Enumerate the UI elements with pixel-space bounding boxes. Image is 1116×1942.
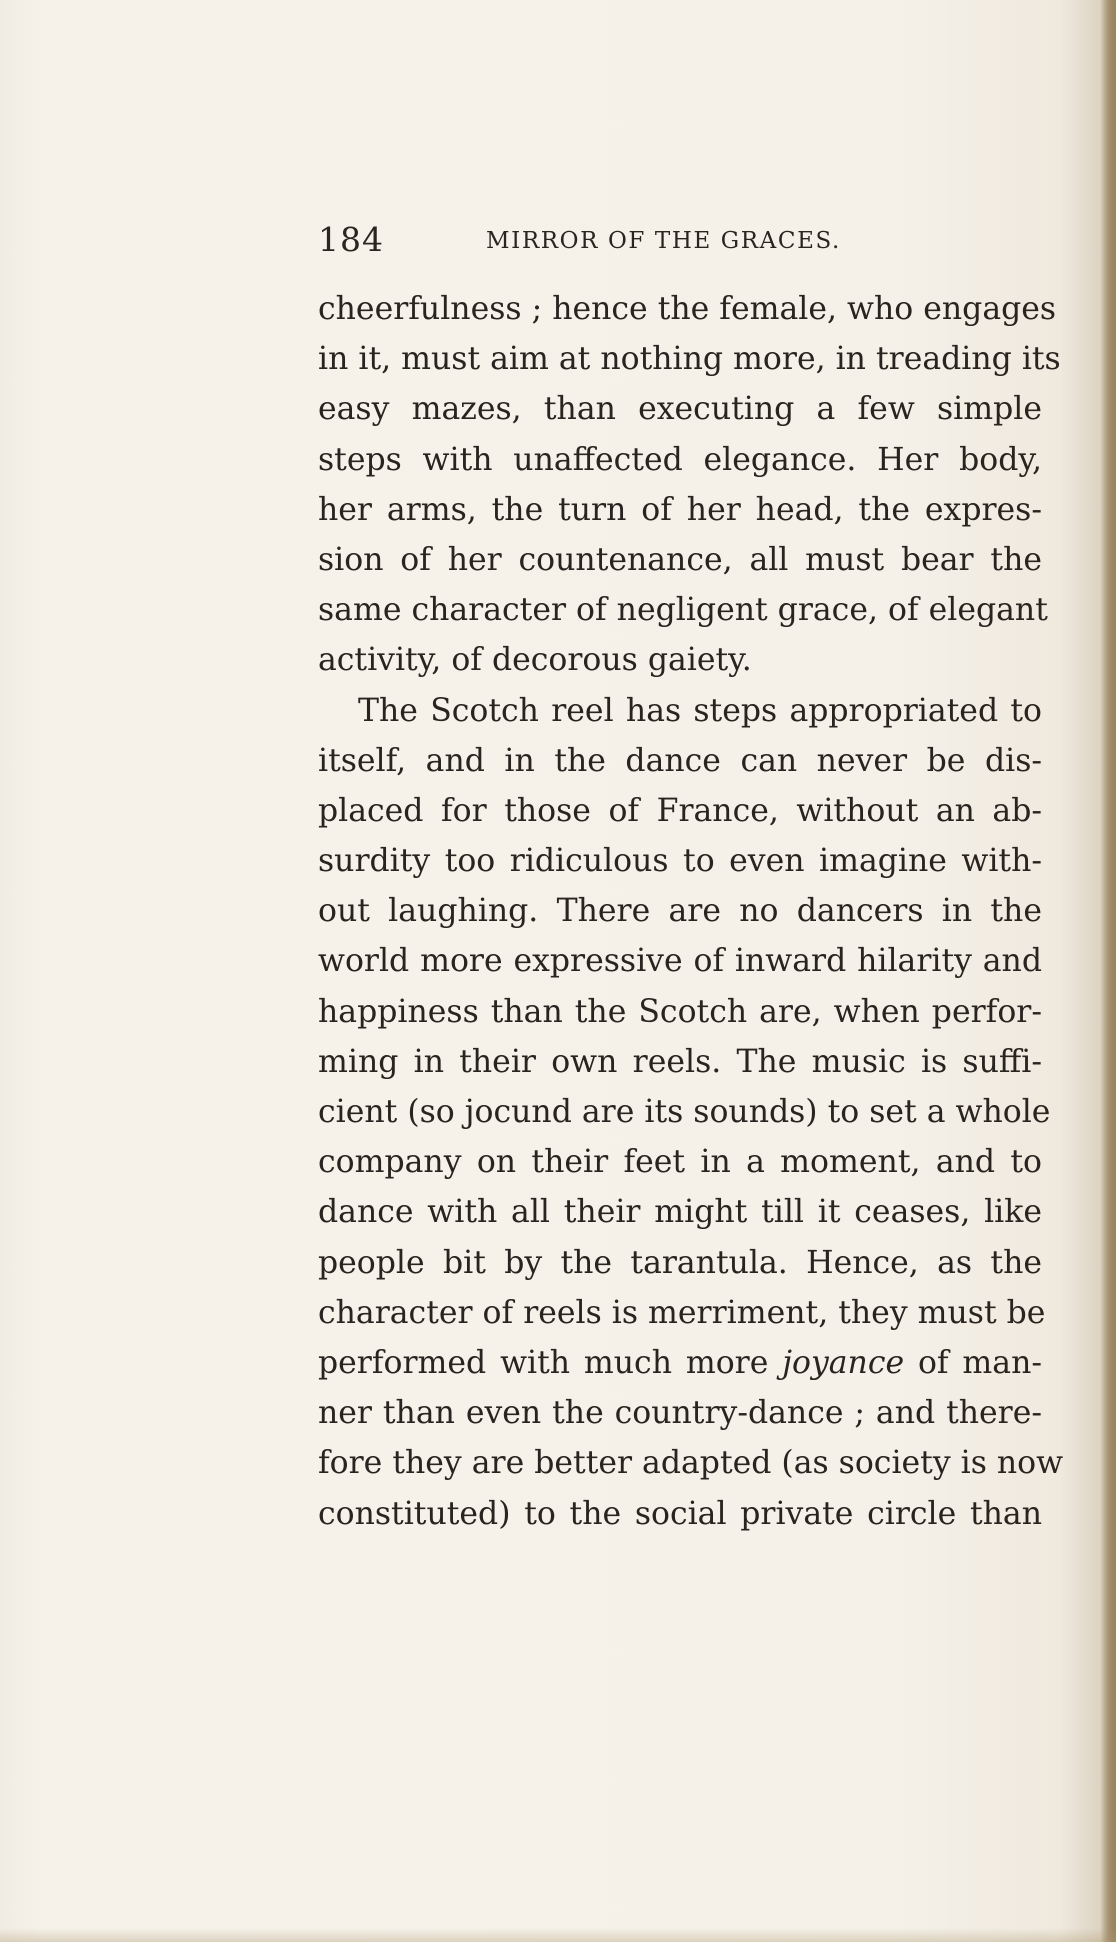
text-line: easy mazes, than executing a few simple <box>318 391 1042 428</box>
text-line: ner than even the country-dance ; and there- <box>318 1395 1042 1432</box>
text-line: ming in their own reels. The music is suffi- <box>318 1043 1042 1080</box>
page-bottom-edge <box>0 1928 1116 1942</box>
text-line: steps with unaffected elegance. Her body, <box>318 441 1042 478</box>
text-line: dance with all their might till it ceases, like <box>318 1194 1042 1231</box>
text-line: out laughing. There are no dancers in the <box>318 893 1042 930</box>
italic-word: joyance <box>782 1344 905 1381</box>
paragraph-end-line: activity, of decorous gaiety. <box>318 642 752 679</box>
text-line: her arms, the turn of her head, the expres- <box>318 491 1042 528</box>
page-header <box>318 220 1058 260</box>
paragraph-start-line: The Scotch reel has steps appropriated to <box>358 692 1042 729</box>
text-line: surdity too ridiculous to even imagine with- <box>318 843 1042 880</box>
text-line: same character of negligent grace, of elegant <box>318 592 1048 629</box>
body-text <box>318 284 1064 1539</box>
text-line: sion of her countenance, all must bear the <box>318 541 1042 578</box>
text-line: happiness than the Scotch are, when perfor- <box>318 993 1042 1030</box>
page-number: 184 <box>318 220 384 259</box>
page-edge-shadow <box>1100 0 1116 1942</box>
text-line: cheerfulness ; hence the female, who engages <box>318 291 1057 327</box>
text-segment: of man- <box>904 1344 1043 1381</box>
text-line: world more expressive of inward hilarity and <box>318 943 1042 980</box>
text-line: in it, must aim at nothing more, in treading its <box>318 341 1061 378</box>
text-line: itself, and in the dance can never be dis- <box>318 742 1042 779</box>
text-line: fore they are better adapted (as society is now <box>318 1445 1064 1482</box>
running-title: MIRROR OF THE GRACES. <box>486 228 841 254</box>
text-line-joyance <box>318 1338 1042 1388</box>
text-line: people bit by the tarantula. Hence, as the <box>318 1244 1042 1281</box>
text-line: character of reels is merriment, they must be <box>318 1294 1046 1331</box>
text-segment: performed with much more <box>318 1344 783 1381</box>
text-line: placed for those of France, without an ab- <box>318 792 1042 829</box>
text-line: company on their feet in a moment, and to <box>318 1144 1042 1181</box>
text-line: cient (so jocund are its sounds) to set a whole <box>318 1094 1051 1130</box>
text-line: constituted) to the social private circle than <box>318 1495 1042 1532</box>
